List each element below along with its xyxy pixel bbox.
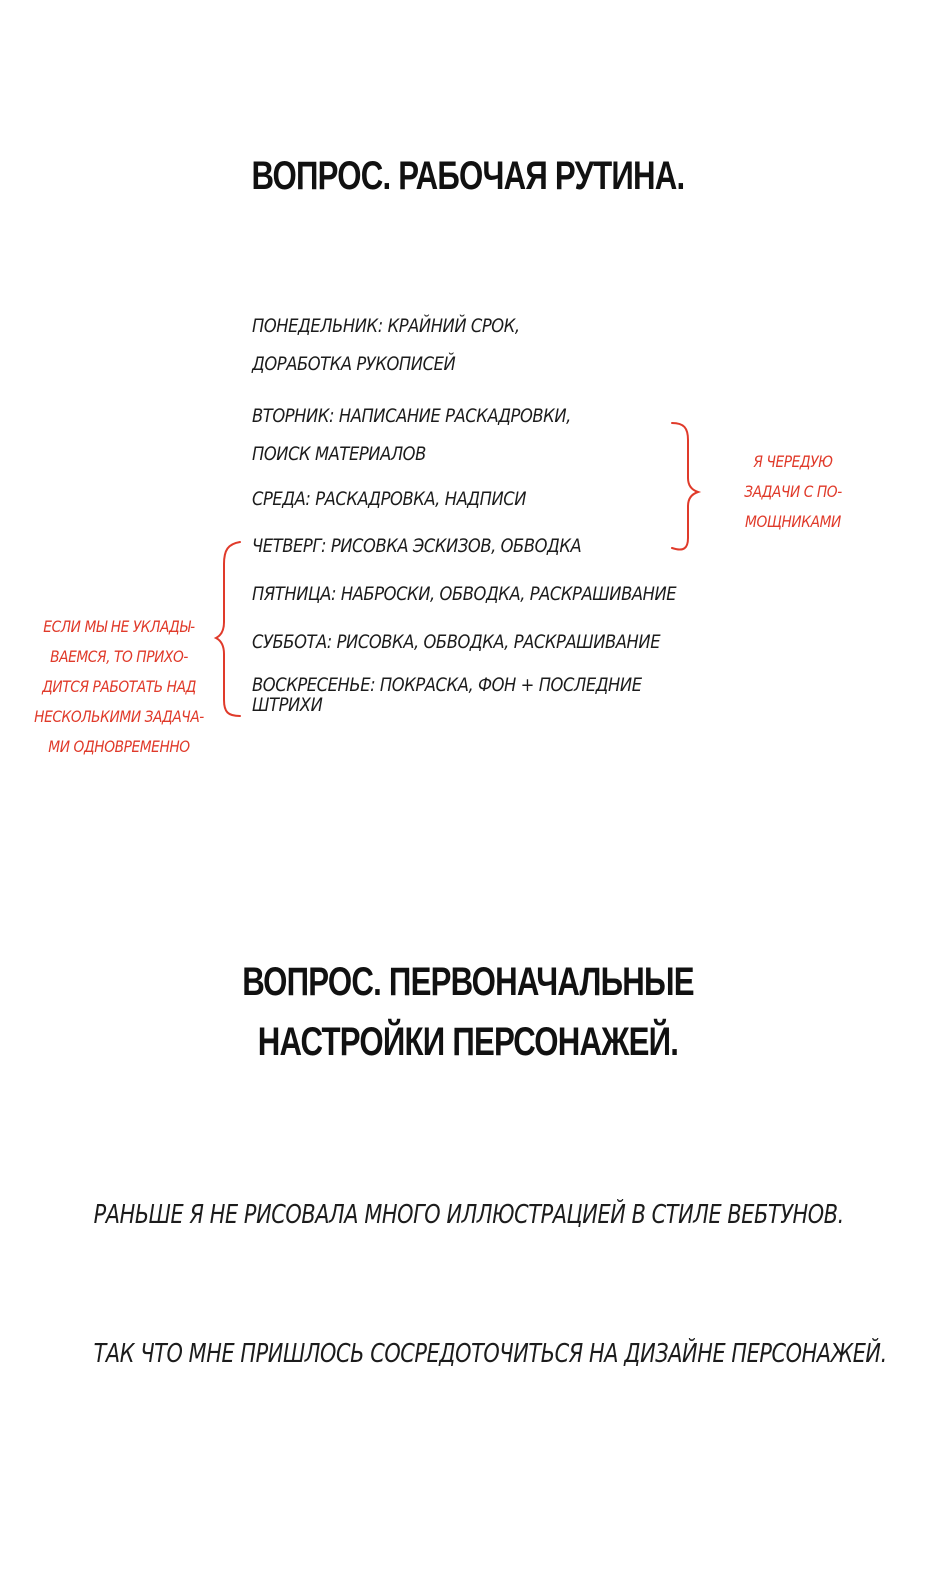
note-assistants: [737, 447, 849, 537]
schedule-line: ПЯТНИЦА: НАБРОСКИ, ОБВОДКА, РАСКРАШИВАНИЕ: [252, 583, 677, 605]
note-line: ВАЕМСЯ, ТО ПРИХО-: [50, 647, 188, 666]
schedule-tuesday: [252, 397, 571, 473]
paragraph: РАНЬШЕ Я НЕ РИСОВАЛА МНОГО ИЛЛЮСТРАЦИЕЙ В СТИЛЕ ВЕБТУНОВ.: [93, 1200, 844, 1230]
left-brace-icon: [214, 540, 244, 720]
question-2-title: [103, 952, 833, 1072]
schedule-monday: [252, 307, 520, 383]
schedule-saturday: [252, 623, 660, 661]
question-1-title: ВОПРОС. РАБОЧАЯ РУТИНА.: [251, 154, 685, 198]
note-line: ЕСЛИ МЫ НЕ УКЛАДЫ-: [43, 617, 195, 636]
schedule-line: ПОНЕДЕЛЬНИК: КРАЙНИЙ СРОК,: [252, 315, 520, 337]
schedule-line: ШТРИХИ: [252, 694, 323, 716]
schedule-sunday: [252, 670, 642, 720]
note-line: Я ЧЕРЕДУЮ: [753, 452, 833, 471]
schedule-friday: [252, 575, 676, 613]
schedule-line: ЧЕТВЕРГ: РИСОВКА ЭСКИЗОВ, ОБВОДКА: [252, 535, 582, 557]
schedule-line: ПОИСК МАТЕРИАЛОВ: [252, 443, 426, 465]
note-multitasking: [29, 612, 210, 762]
schedule-thursday: [252, 527, 581, 565]
schedule-line: ВТОРНИК: НАПИСАНИЕ РАСКАДРОВКИ,: [252, 405, 571, 427]
schedule-line: ДОРАБОТКА РУКОПИСЕЙ: [252, 353, 456, 375]
question-2-title-line: ВОПРОС. ПЕРВОНАЧАЛЬНЫЕ: [242, 960, 694, 1004]
schedule-line: СУББОТА: РИСОВКА, ОБВОДКА, РАСКРАШИВАНИЕ: [252, 631, 661, 653]
paragraph: ТАК ЧТО МНЕ ПРИШЛОСЬ СОСРЕДОТОЧИТЬСЯ НА ДИЗАЙНЕ ПЕРСОНАЖЕЙ.: [93, 1339, 887, 1369]
note-line: ДИТСЯ РАБОТАТЬ НАД: [42, 677, 196, 696]
right-brace-icon: [670, 420, 700, 555]
question-2-title-line: НАСТРОЙКИ ПЕРСОНАЖЕЙ.: [257, 1020, 679, 1064]
note-line: МИ ОДНОВРЕМЕННО: [48, 737, 190, 756]
note-line: НЕСКОЛЬКИМИ ЗАДАЧА-: [34, 707, 204, 726]
note-line: МОЩНИКАМИ: [745, 512, 841, 531]
schedule-line: ВОСКРЕСЕНЬЕ: ПОКРАСКА, ФОН + ПОСЛЕДНИЕ: [252, 674, 642, 696]
schedule-line: СРЕДА: РАСКАДРОВКА, НАДПИСИ: [252, 488, 527, 510]
schedule-wednesday: [252, 480, 526, 518]
note-line: ЗАДАЧИ С ПО-: [744, 482, 842, 501]
